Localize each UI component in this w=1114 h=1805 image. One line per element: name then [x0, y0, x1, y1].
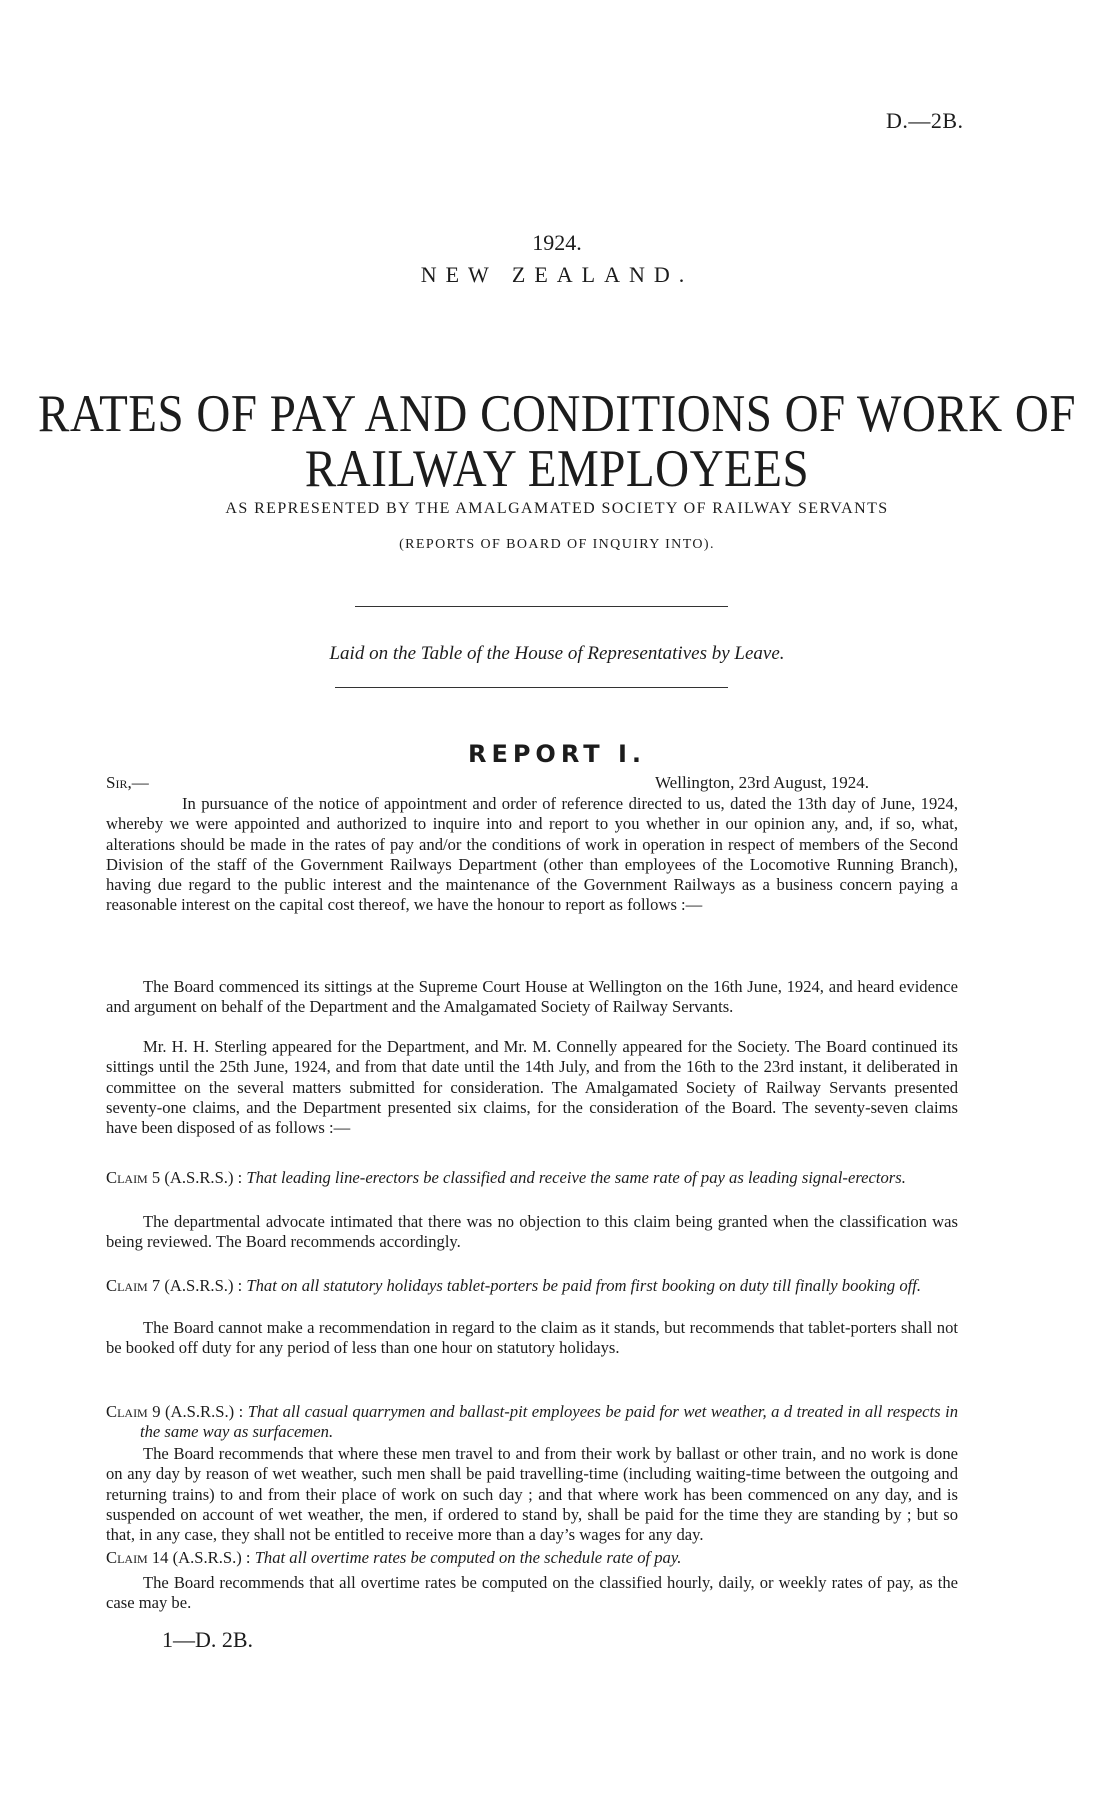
claim-label: Claim 5 (A.S.R.S.) : [106, 1168, 243, 1187]
claim-heading [106, 1276, 958, 1296]
divider-rule [355, 606, 728, 607]
year: 1924. [532, 230, 582, 255]
document-reference: D.—2B. [886, 108, 964, 133]
claim-text: That all casual quarrymen and ballast-pit employees be paid for wet weather, a d treated in all respects in the same way as surfacemen. [140, 1402, 959, 1442]
claim-response: The Board recommends that where these men travel to and from their work by ballast or other train, and no work is done on any day by reason of wet weather, such men shall be paid travelling-time (including waiting-time between the outgoing and returning trains) to and from their place of work on such day ; and that where work has been commenced on any day, and is suspended on account of wet weather, the men, if ordered to stand by, shall be paid for the time they are standing by ; but so that, in any case, they shall not be entitled to receive more than a day’s wages for any day. [106, 1444, 958, 1545]
country: NEW ZEALAND. [420, 262, 694, 287]
place-date: Wellington, 23rd August, 1924. [655, 773, 869, 792]
claim-heading [106, 1402, 958, 1443]
body-paragraph: In pursuance of the notice of appointment and order of reference directed to us, dated the 13th day of June, 1924, whereby we were appointed and authorized to inquire into and report to you whether in our opinion any, and, if so, what, alterations should be made in the rates of pay and/or the conditions of work in operation in respect of members of the Second Division of the staff of the Government Railways Department (other than employees of the Locomotive Running Branch), having due regard to the public interest and the maintenance of the Government Railways as a business concern paying a reasonable interest on the capital cost thereof, we have the honour to report as follows :— [106, 794, 958, 915]
claim-label: Claim 9 (A.S.R.S.) : [106, 1402, 244, 1421]
claim-heading [106, 1168, 958, 1188]
report-heading: REPORT I. [467, 740, 647, 768]
laid-on-table-note: Laid on the Table of the House of Representatives by Leave. [329, 643, 785, 664]
divider-rule [335, 687, 728, 688]
body-paragraph: The Board commenced its sittings at the Supreme Court House at Wellington on the 16th June, 1924, and heard evidence and argument on behalf of the Department and the Amalgamated Society of Railway Servants. [106, 977, 958, 1017]
subtitle-line-1: AS REPRESENTED BY THE AMALGAMATED SOCIETY OF RAILWAY SERVANTS [225, 500, 889, 517]
title-line-1: RATES OF PAY AND CONDITIONS OF WORK OF [38, 385, 1076, 444]
claim-label: Claim 14 (A.S.R.S.) : [106, 1548, 251, 1567]
claim-response: The Board recommends that all overtime rates be computed on the classified hourly, daily, or weekly rates of pay, as the case may be. [106, 1573, 958, 1613]
claim-label: Claim 7 (A.S.R.S.) : [106, 1276, 243, 1295]
claim-text: That on all statutory holidays tablet-porters be paid from first booking on duty till finally booking off. [246, 1276, 922, 1295]
footer-reference: 1—D. 2B. [162, 1627, 254, 1652]
claim-text: That leading line-erectors be classified and receive the same rate of pay as leading signal-erectors. [246, 1168, 906, 1187]
claim-heading [106, 1548, 958, 1568]
salutation [106, 773, 149, 793]
claim-text: That all overtime rates be computed on the schedule rate of pay. [254, 1548, 682, 1567]
claim-response: The Board cannot make a recommendation in regard to the claim as it stands, but recommends that tablet-porters shall not be booked off duty for any period of less than one hour on statutory holidays. [106, 1318, 958, 1358]
claim-response: The departmental advocate intimated that there was no objection to this claim being granted when the classification was being reviewed. The Board recommends accordingly. [106, 1212, 958, 1252]
body-paragraph: Mr. H. H. Sterling appeared for the Department, and Mr. M. Connelly appeared for the Society. The Board continued its sittings until the 25th June, 1924, and from that date until the 14th July, and from the 16th to the 23rd instant, it deliberated in committee on the several matters submitted for consideration. The Amalgamated Society of Railway Servants presented seventy-one claims, and the Department presented six claims, for the consideration of the Board. The seventy-seven claims have been disposed of as follows :— [106, 1037, 958, 1138]
title-line-2: RAILWAY EMPLOYEES [304, 440, 810, 499]
salutation-text: Sir,— [106, 773, 149, 792]
subtitle-line-2: (REPORTS OF BOARD OF INQUIRY INTO). [399, 537, 715, 552]
